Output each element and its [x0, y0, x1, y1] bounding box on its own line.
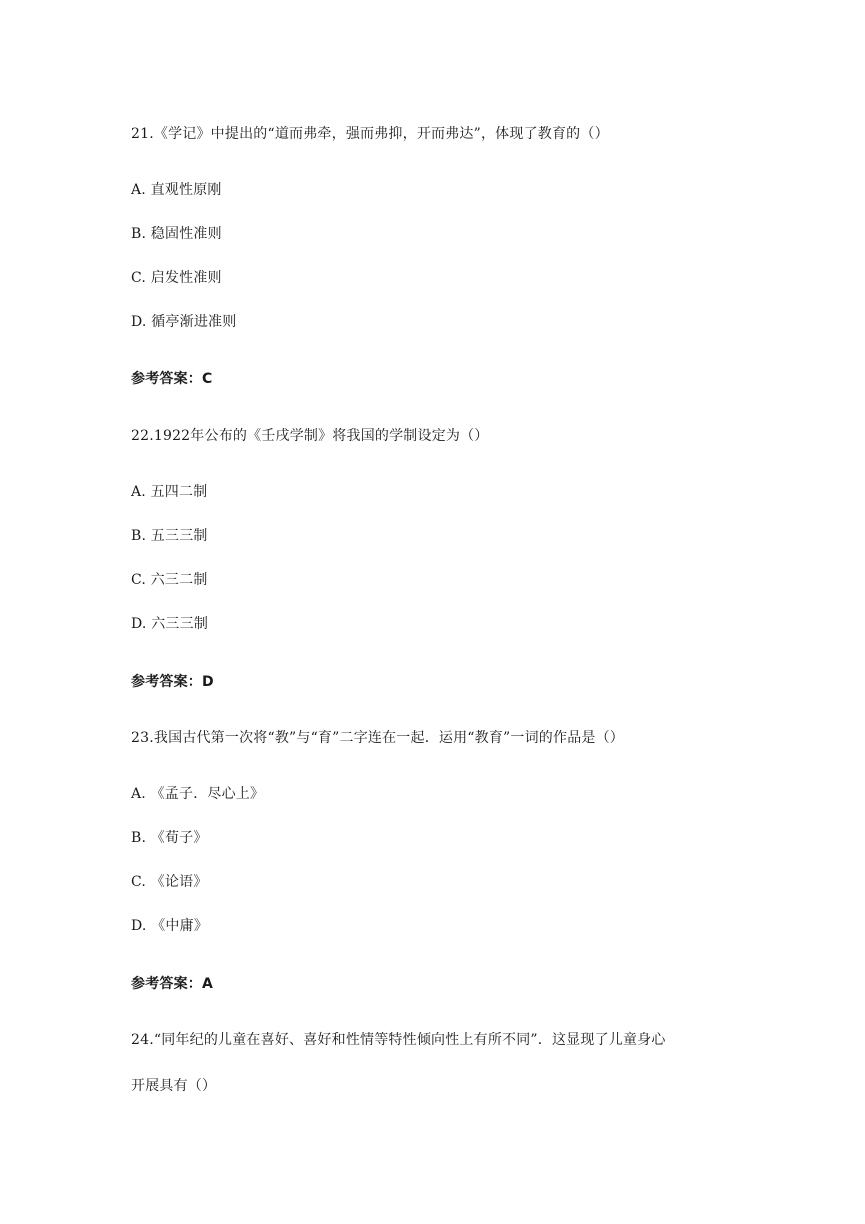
- question-21-stem: 21.《学记》中提出的“道而弗牵，强而弗抑，开而弗达”，体现了教育的（）: [131, 126, 609, 142]
- question-21-answer: 参考答案：C: [131, 371, 213, 387]
- question-22-answer: 参考答案：D: [131, 674, 214, 690]
- question-21-option-a: A. 直观性原刚: [131, 182, 222, 198]
- question-21-option-d: D. 循亭渐进准则: [131, 314, 237, 330]
- question-22-option-b: B. 五三三制: [131, 528, 208, 544]
- question-23-option-b: B. 《荀子》: [131, 830, 208, 846]
- question-23-option-a: A. 《孟子．尽心上》: [131, 786, 265, 802]
- question-23-option-d: D. 《中庸》: [131, 918, 209, 934]
- question-24-stem-line-1: 24.“同年纪的儿童在喜好、喜好和性情等特性倾向性上有所不同”．这显现了儿童身心: [131, 1032, 666, 1048]
- question-23-stem: 23.我国古代第一次将“教”与“育”二字连在一起．运用“教育”一词的作品是（）: [131, 730, 625, 746]
- question-22-option-a: A. 五四二制: [131, 484, 208, 500]
- question-24-stem-line-2: 开展具有（）: [131, 1078, 217, 1094]
- question-22-stem: 22.1922年公布的《壬戌学制》将我国的学制设定为（）: [131, 428, 489, 444]
- question-23-option-c: C. 《论语》: [131, 874, 208, 890]
- question-21-option-c: C. 启发性准则: [131, 270, 222, 286]
- question-23-answer: 参考答案：A: [131, 976, 214, 992]
- question-21-option-b: B. 稳固性准则: [131, 226, 222, 242]
- question-22-option-c: C. 六三二制: [131, 572, 208, 588]
- question-22-option-d: D. 六三三制: [131, 616, 209, 632]
